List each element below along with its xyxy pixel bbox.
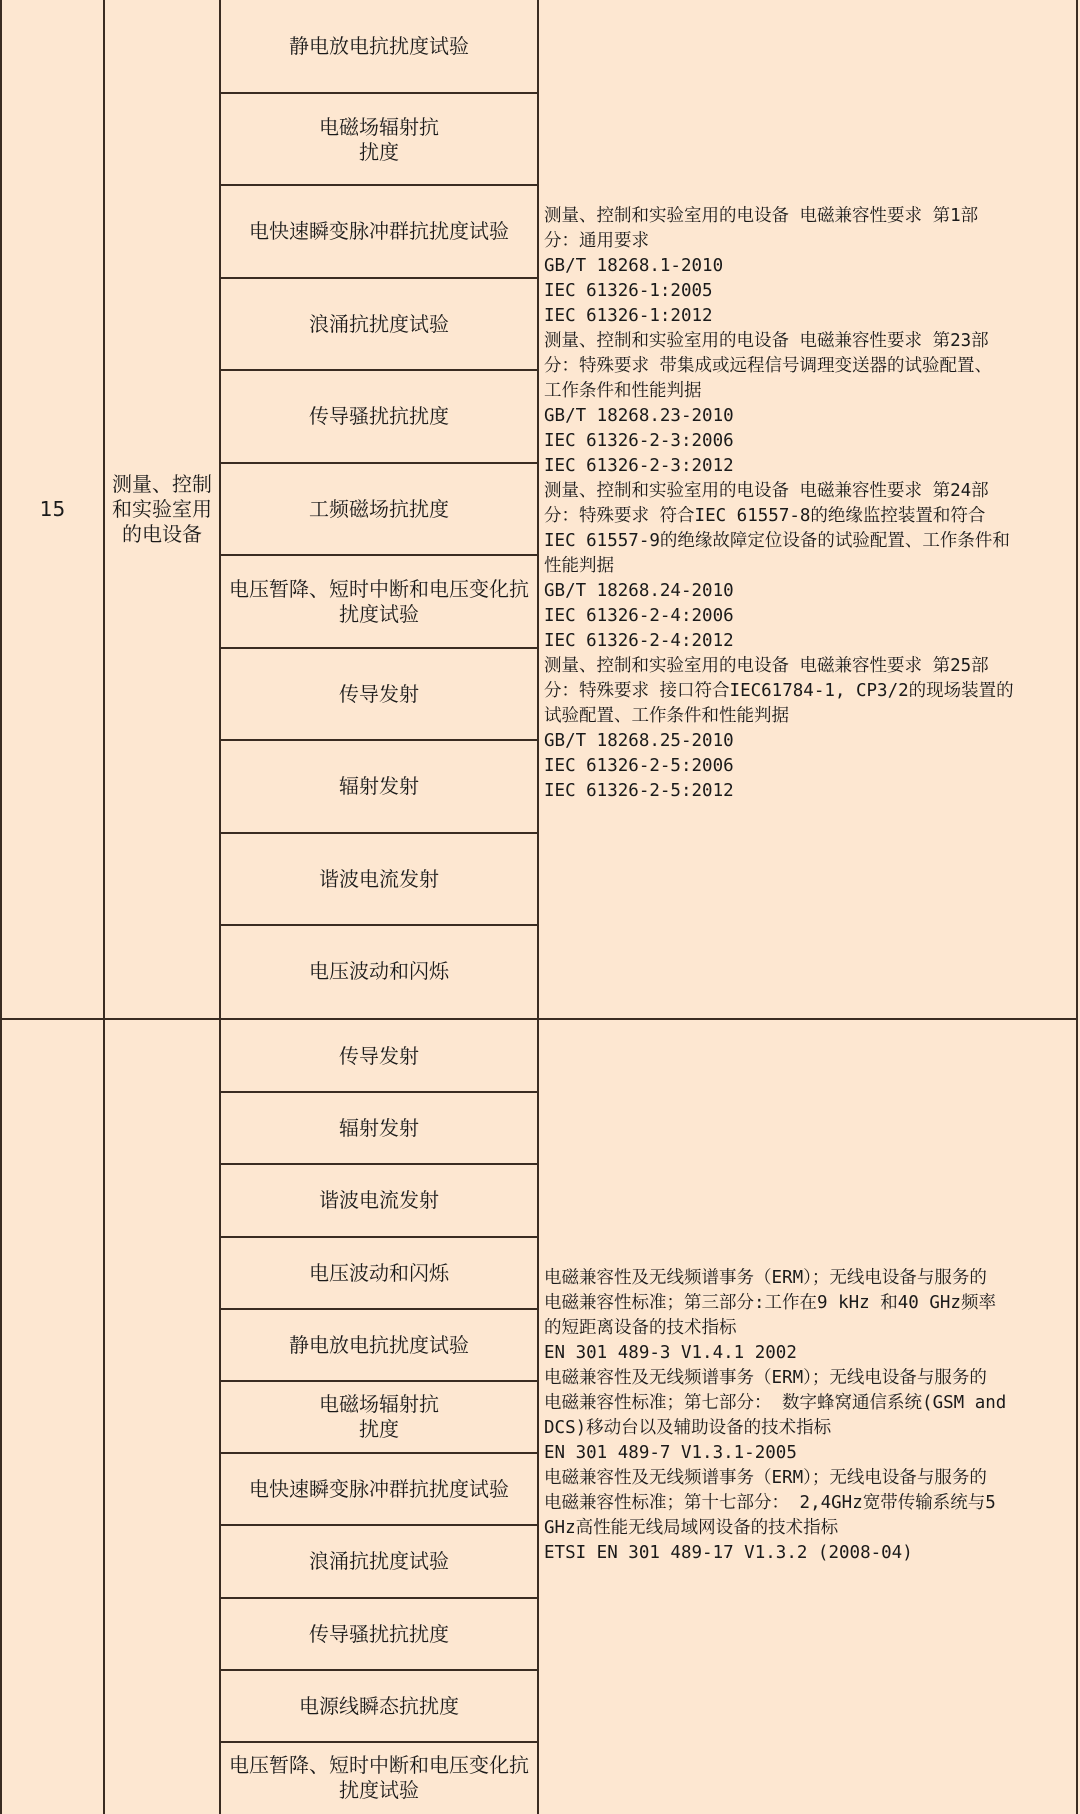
equipment-category: 测量、控制 和实验室用 的电设备: [112, 471, 212, 546]
test-item: 谐波电流发射: [319, 1187, 439, 1212]
standard-line: 测量、控制和实验室用的电设备 电磁兼容性要求 第25部: [544, 656, 989, 676]
standard-line: IEC 61326-2-4:2006: [544, 606, 734, 626]
standard-line: 电磁兼容性及无线频谱事务（ERM）；无线电设备与服务的: [544, 1468, 987, 1488]
test-item: 传导骚扰抗扰度: [309, 404, 449, 428]
standards-cell-group-1: [539, 204, 1079, 804]
standard-line: IEC 61326-2-5:2012: [544, 781, 734, 801]
test-item: 传导发射: [339, 682, 419, 706]
standard-line: IEC 61326-2-4:2012: [544, 631, 734, 651]
standard-line: 电磁兼容性标准；第十七部分： 2,4GHz宽带传输系统与5: [544, 1493, 996, 1513]
standard-line: GB/T 18268.25-2010: [544, 731, 734, 751]
equipment-category: [105, 1020, 219, 1814]
standard-line: GB/T 18268.24-2010: [544, 581, 734, 601]
test-item: 电压波动和闪烁: [309, 1260, 449, 1285]
standard-line: IEC 61326-2-5:2006: [544, 756, 734, 776]
test-item: 浪涌抗扰度试验: [309, 1548, 449, 1573]
row-number: [2, 1020, 103, 1814]
standard-line: 测量、控制和实验室用的电设备 电磁兼容性要求 第23部: [544, 331, 989, 351]
standard-line: 分：特殊要求 带集成或远程信号调理变送器的试验配置、: [544, 356, 993, 376]
standard-line: 性能判据: [544, 556, 614, 576]
standards-cell-group-2: [539, 1266, 1079, 1566]
test-item: 静电放电抗扰度试验: [289, 1332, 469, 1357]
standard-line: 分：通用要求: [544, 231, 649, 251]
test-item: 电磁场辐射抗 扰度: [319, 114, 439, 164]
standard-line: 电磁兼容性标准；第三部分:工作在9 kHz 和40 GHz频率: [544, 1293, 996, 1313]
standard-line: 工作条件和性能判据: [544, 381, 702, 401]
row-number: 15: [39, 496, 66, 521]
test-item: 电磁场辐射抗 扰度: [319, 1392, 439, 1441]
test-item: 辐射发射: [339, 774, 419, 798]
standard-line: IEC 61326-2-3:2006: [544, 431, 734, 451]
standard-line: EN 301 489-3 V1.4.1 2002: [544, 1343, 797, 1363]
standard-line: 电磁兼容性标准；第七部分： 数字蜂窝通信系统(GSM and: [544, 1393, 1007, 1413]
test-item: 电压暂降、短时中断和电压变化抗 扰度试验: [229, 1753, 529, 1802]
test-item: 电压波动和闪烁: [309, 959, 449, 983]
standard-line: 试验配置、工作条件和性能判据: [544, 706, 789, 726]
standard-line: IEC 61326-2-3:2012: [544, 456, 734, 476]
standard-line: DCS)移动台以及辅助设备的技术指标: [544, 1418, 832, 1438]
test-item: 静电放电抗扰度试验: [289, 34, 469, 58]
test-item: 谐波电流发射: [319, 867, 439, 891]
test-item: 电压暂降、短时中断和电压变化抗 扰度试验: [229, 576, 529, 626]
test-item: 传导骚扰抗扰度: [309, 1621, 449, 1646]
test-item: 辐射发射: [339, 1115, 419, 1140]
standard-line: 分：特殊要求 符合IEC 61557-8的绝缘监控装置和符合: [544, 506, 986, 526]
standard-line: ETSI EN 301 489-17 V1.3.2 (2008-04): [544, 1543, 913, 1563]
test-item: 电快速瞬变脉冲群抗扰度试验: [249, 219, 509, 243]
standard-line: GHz高性能无线局域网设备的技术指标: [544, 1518, 839, 1538]
test-item: 工频磁场抗扰度: [309, 497, 449, 521]
standard-line: 分：特殊要求 接口符合IEC61784-1, CP3/2的现场装置的: [544, 681, 1014, 701]
standard-line: IEC 61326-1:2005: [544, 281, 713, 301]
test-item: 浪涌抗扰度试验: [309, 312, 449, 336]
standard-line: GB/T 18268.23-2010: [544, 406, 734, 426]
test-item: 传导发射: [339, 1043, 419, 1068]
standard-line: GB/T 18268.1-2010: [544, 256, 724, 276]
standard-line: 的短距离设备的技术指标: [544, 1318, 737, 1338]
standard-line: 测量、控制和实验室用的电设备 电磁兼容性要求 第1部: [544, 206, 979, 226]
standard-line: 测量、控制和实验室用的电设备 电磁兼容性要求 第24部: [544, 481, 989, 501]
standard-line: EN 301 489-7 V1.3.1-2005: [544, 1443, 797, 1463]
standard-line: IEC 61557-9的绝缘故障定位设备的试验配置、工作条件和: [544, 531, 1010, 551]
standard-line: 电磁兼容性及无线频谱事务（ERM）；无线电设备与服务的: [544, 1368, 987, 1388]
standard-line: 电磁兼容性及无线频谱事务（ERM）；无线电设备与服务的: [544, 1268, 987, 1288]
test-item: 电快速瞬变脉冲群抗扰度试验: [249, 1476, 509, 1501]
standard-line: IEC 61326-1:2012: [544, 306, 713, 326]
test-item: 电源线瞬态抗扰度: [299, 1693, 459, 1718]
